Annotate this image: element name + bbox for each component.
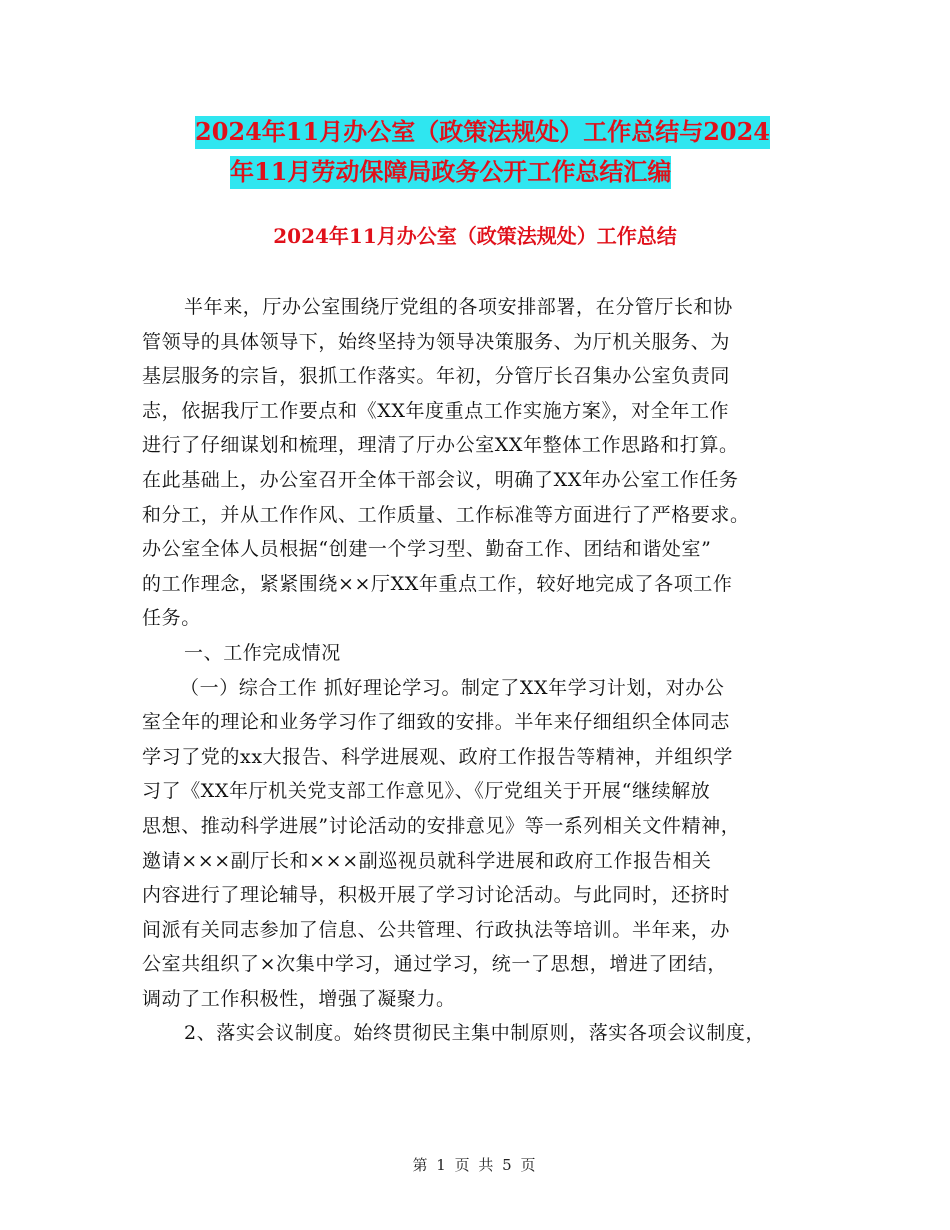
text-line: 进行了仔细谋划和梳理，理清了厅办公室XX年整体工作思路和打算。 [142,434,739,457]
page-footer: 第 1 页 共 5 页 [412,1156,538,1174]
text-line: 和分工，并从工作作风、工作质量、工作标准等方面进行了严格要求。 [142,503,750,526]
text-line: 办公室全体人员根据“创建一个学习型、勤奋工作、团结和谐处室” [142,538,712,561]
text-line: 学习了党的xx大报告、科学进展观、政府工作报告等精神，并组织学 [142,745,734,768]
text-line: 的工作理念，紧紧围绕××厅XX年重点工作，较好地完成了各项工作 [142,572,733,595]
text-line: 管领导的具体领导下，始终坚持为领导决策服务、为厅机关服务、为 [142,330,731,353]
text-line: 间派有关同志参加了信息、公共管理、行政执法等培训。半年来，办 [142,918,731,941]
title-line-1: 2024年11月办公室（政策法规处）工作总结与2024 [195,116,770,149]
document-title [195,112,815,192]
text-line: 志，依据我厅工作要点和《XX年度重点工作实施方案》，对全年工作 [142,399,730,422]
text-line: 半年来，厅办公室围绕厅党组的各项安排部署，在分管厅长和协 [184,296,733,318]
text-line: 内容进行了理论辅导，积极开展了学习讨论活动。与此同时，还挤时 [142,884,731,907]
text-line: 习了《XX年厅机关党支部工作意见》、《厅党组关于开展“继续解放 [142,780,711,803]
title-line-2: 年11月劳动保障局政务公开工作总结汇编 [230,156,671,189]
text-line: 在此基础上，办公室召开全体干部会议，明确了XX年办公室工作任务 [142,468,739,491]
text-line: 公室共组织了×次集中学习，通过学习，统一了思想，增进了团结， [142,953,727,976]
text-line: 室全年的理论和业务学习作了细致的安排。半年来仔细组织全体同志 [142,711,731,734]
text-line: （一）综合工作 抓好理论学习。制定了XX年学习计划，对办公 [180,676,725,699]
heading-work-status: 一、工作完成情况 [184,641,341,664]
text-line: 任务。 [142,607,201,630]
text-line: 调动了工作积极性，增强了凝聚力。 [142,987,456,1010]
text-line: 基层服务的宗旨，狠抓工作落实。年初，分管厅长召集办公室负责同 [142,365,731,388]
section-title: 2024年11月办公室（政策法规处）工作总结 [273,224,677,248]
body-text [142,290,814,1051]
text-line: 2、落实会议制度。始终贯彻民主集中制原则，落实各项会议制度， [184,1022,766,1045]
text-line: 邀请×××副厅长和×××副巡视员就科学进展和政府工作报告相关 [142,849,712,872]
text-line: 思想、推动科学进展”讨论活动的安排意见》等一系列相关文件精神， [142,814,741,837]
